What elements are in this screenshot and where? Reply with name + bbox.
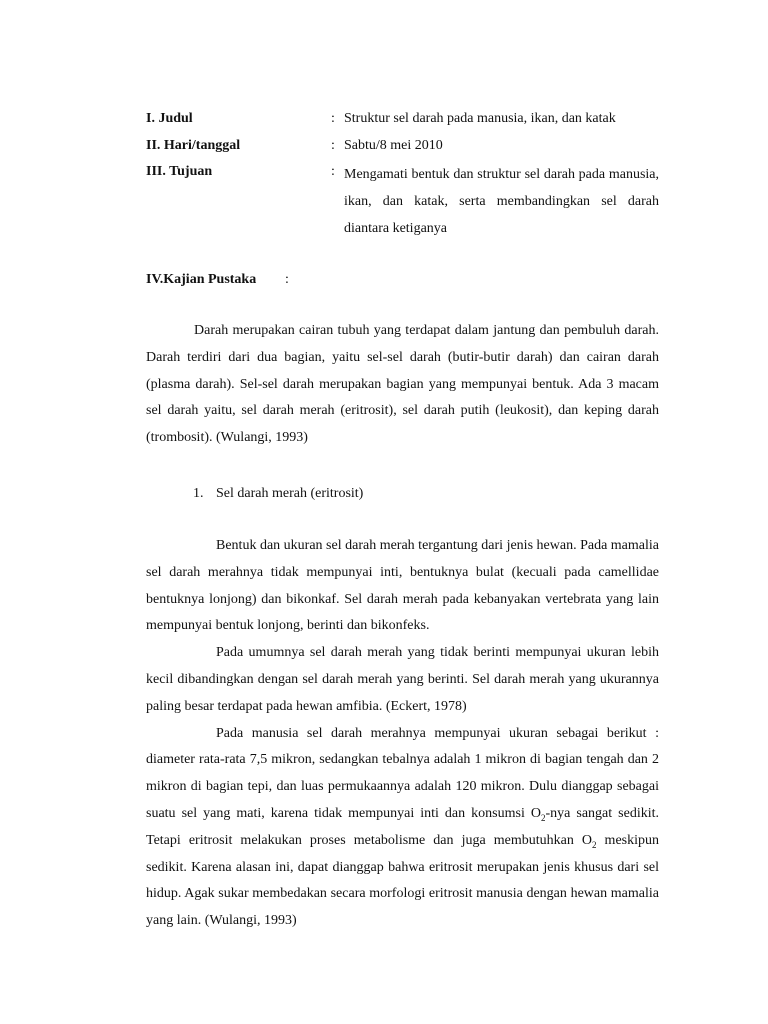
section-heading-colon: : — [285, 272, 289, 287]
colon-hari-tanggal: : — [331, 138, 335, 153]
paragraph-3 — [146, 721, 659, 935]
label-hari-tanggal: II. Hari/tanggal — [146, 138, 241, 153]
subsection-body — [146, 533, 659, 935]
paragraph-1: Bentuk dan ukuran sel darah merah tergantung dari jenis hewan. Pada mamalia sel darah merahnya tidak mempunyai inti, bentuknya bulat (kecuali pada camellidae bentuknya lonjong) dan bikonkaf. Sel darah merah pada kebanyakan vertebrata yang lain mempunyai bentuk lonjong, berinti dan bikonfeks. — [146, 538, 659, 634]
colon-tujuan: : — [331, 164, 335, 179]
value-hari-tanggal: Sabtu/8 mei 2010 — [344, 138, 443, 153]
subscript-2-b: 2 — [592, 839, 597, 850]
list-number: 1. — [193, 486, 204, 501]
paragraph-2: Pada umumnya sel darah merah yang tidak berinti mempunyai ukuran lebih kecil dibandingkan dengan sel darah merah yang berinti. Sel darah merah yang ukurannya paling besar terdapat pada hewan amfibia. (Eckert, 1978) — [146, 645, 659, 714]
subscript-2-a: 2 — [540, 812, 546, 823]
label-tujuan: III. Tujuan — [146, 164, 213, 179]
colon-judul: : — [331, 111, 335, 126]
paragraph-3-part-c: meskipun sedikit. Karena alasan ini, dapat dianggap bahwa eritrosit merupakan jenis khusus dari sel hidup. Agak sukar membedakan secara morfologi eritrosit manusia dengan hewan mamalia yang lain. (Wulangi, 1993) — [146, 832, 659, 929]
subsection-title: Sel darah merah (eritrosit) — [216, 486, 364, 501]
intro-paragraph-block — [146, 318, 659, 452]
paragraph-3-part-b: -nya sangat sedikit. Tetapi eritrosit melakukan proses metabolisme dan juga membutuhkan O — [146, 805, 659, 848]
value-tujuan: Mengamati bentuk dan struktur sel darah pada manusia, ikan, dan katak, serta membandingkan sel darah diantara ketiganya — [344, 167, 659, 236]
section-heading-kajian-pustaka: IV.Kajian Pustaka — [146, 272, 257, 287]
label-judul: I. Judul — [146, 111, 193, 126]
paragraph-3-part-a: Pada manusia sel darah merahnya mempunyai ukuran sebagai berikut : diameter rata-rata 7,5 mikron, sedangkan tebalnya adalah 1 mikron di bagian tengah dan 2 mikron di bagian tepi, dan luas permukaannya adalah 120 mikron. Dulu dianggap sebagai suatu sel yang mati, karena tidak mempunyai inti dan konsumsi O — [146, 725, 659, 821]
intro-paragraph: Darah merupakan cairan tubuh yang terdapat dalam jantung dan pembuluh darah. Darah terdiri dari dua bagian, yaitu sel-sel darah (butir-butir darah) dan cairan darah (plasma darah). Sel-sel darah merupakan bagian yang mempunyai bentuk. Ada 3 macam sel darah yaitu, sel darah merah (eritrosit), sel darah putih (leukosit), dan keping darah (trombosit). (Wulangi, 1993) — [146, 323, 659, 446]
value-judul: Struktur sel darah pada manusia, ikan, dan katak — [344, 111, 616, 126]
